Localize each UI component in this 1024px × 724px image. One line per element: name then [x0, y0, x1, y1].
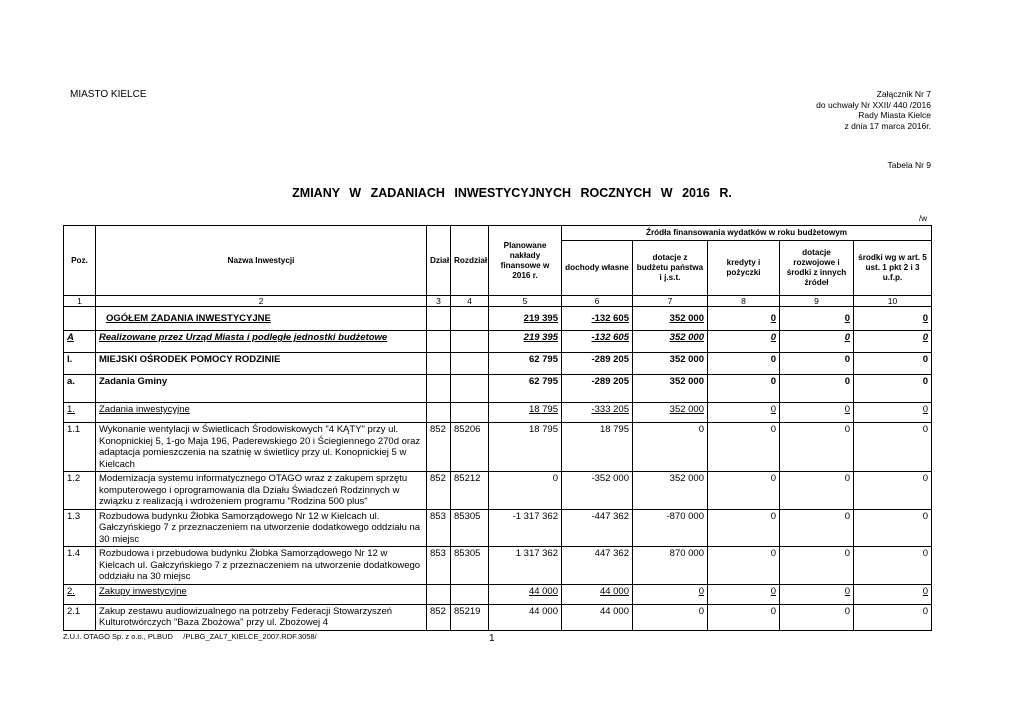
cell-dev: 0 [780, 375, 854, 403]
table-row [64, 547, 932, 585]
cell-planned: 1 317 362 [489, 547, 562, 585]
cell-rozdzial [451, 375, 489, 403]
cell-planned: 18 795 [489, 423, 562, 472]
cell-dev: 0 [780, 509, 854, 547]
table-row [64, 604, 932, 630]
cell-dev: 0 [844, 404, 850, 415]
column-number: 4 [451, 296, 489, 307]
cell-state: 0 [633, 604, 708, 630]
cell-dzial: 853 [427, 509, 451, 547]
cell-dev: 0 [844, 585, 850, 597]
annex-line: do uchwały Nr XXII/ 440 /2016 [816, 99, 931, 110]
cell-art5: 0 [854, 604, 932, 630]
cell-planned: 18 795 [528, 404, 558, 415]
table-number: Tabela Nr 9 [887, 160, 931, 170]
cell-poz: A [67, 332, 74, 343]
cell-name: Rozbudowa i przebudowa budynku Żłobka Samorządowego Nr 12 w Kielcach ul. Gałczyńskiego 7 z przeznaczeniem na utworzenie dodatkowego oddziału na 30 miejsc [96, 547, 427, 585]
cell-planned: 219 395 [523, 313, 558, 324]
cell-name: Zakup zestawu audiowizualnego na potrzeby Federacji Stowarzyszeń Kulturotwórczych "Baza Zbożowa" przy ul. Zbożowej 4 [96, 604, 427, 630]
column-number: 7 [633, 296, 708, 307]
column-number-row [64, 296, 932, 307]
table-row-category [64, 403, 932, 423]
cell-poz [64, 307, 96, 331]
col-header-art5: środki wg w art. 5 ust. 1 pkt 2 i 3 u.f.p. [854, 241, 932, 296]
cell-name: Rozbudowa budynku Żłobka Samorządowego Nr 12 w Kielcach ul. Gałczyńskiego 7 z przeznaczeniem na utworzenie dodatkowego oddziału na 30 miejsc [96, 509, 427, 547]
cell-poz: 1.1 [64, 423, 96, 472]
cell-dev: 0 [780, 547, 854, 585]
column-number: 3 [427, 296, 451, 307]
cell-dev: 0 [844, 313, 850, 324]
footer-source: Z.U.I. OTAGO Sp. z o.o., PLBUD /PLBG_ZAL7_KIELCE_2007.RDF.3058/ [63, 632, 317, 641]
cell-rozdzial [451, 403, 489, 423]
cell-own: -289 205 [562, 353, 633, 375]
cell-own: 44 000 [599, 585, 629, 597]
column-number: 1 [64, 296, 96, 307]
cell-loans: 0 [708, 375, 780, 403]
cell-poz: 1. [67, 404, 75, 415]
col-header-name: Nazwa Inwestycji [96, 226, 427, 296]
cell-rozdzial [451, 584, 489, 604]
cell-planned: 44 000 [528, 585, 558, 597]
table-row-category [64, 584, 932, 604]
cell-own: -352 000 [562, 472, 633, 510]
page-title: ZMIANY W ZADANIACH INWESTYCYJNYCH ROCZNYCH W 2016 R. [292, 186, 732, 200]
city-name: MIASTO KIELCE [70, 89, 147, 100]
cell-rozdzial: 85206 [451, 423, 489, 472]
cell-state: 352 000 [633, 472, 708, 510]
table-row-task-group [64, 375, 932, 403]
cell-planned: 62 795 [489, 353, 562, 375]
cell-name: Zadania inwestycyjne [99, 404, 190, 415]
cell-planned: 44 000 [489, 604, 562, 630]
cell-own: -289 205 [562, 375, 633, 403]
cell-rozdzial [451, 353, 489, 375]
cell-art5: 0 [922, 585, 929, 597]
cell-poz: 1.2 [64, 472, 96, 510]
table-row-total [64, 307, 932, 331]
cell-name: MIEJSKI OŚRODEK POMOCY RODZINIE [96, 353, 427, 375]
col-header-sources: Źródła finansowania wydatków w roku budżetowym [562, 226, 932, 241]
cell-loans: 0 [708, 353, 780, 375]
cell-loans: 0 [708, 509, 780, 547]
cell-name: Zakupy inwestycyjne [99, 585, 187, 597]
cell-state: 0 [698, 585, 704, 597]
cell-art5: 0 [922, 313, 929, 324]
cell-loans: 0 [708, 423, 780, 472]
unit-label: /w [919, 214, 927, 223]
cell-dev: 0 [780, 423, 854, 472]
cell-art5: 0 [854, 353, 932, 375]
cell-own: 44 000 [562, 604, 633, 630]
cell-own: -132 605 [591, 313, 629, 324]
cell-dzial: 852 [427, 472, 451, 510]
cell-own: 18 795 [562, 423, 633, 472]
column-number: 5 [489, 296, 562, 307]
cell-dzial [427, 307, 451, 331]
cell-art5: 0 [854, 547, 932, 585]
col-header-own-income: dochody własne [562, 241, 633, 296]
cell-state: 352 000 [633, 375, 708, 403]
cell-art5: 0 [854, 509, 932, 547]
cell-state: -870 000 [633, 509, 708, 547]
table-row [64, 509, 932, 547]
table-row [64, 423, 932, 472]
cell-state: 352 000 [669, 404, 704, 415]
cell-rozdzial: 85219 [451, 604, 489, 630]
annex-line: Rady Miasta Kielce [858, 110, 931, 120]
cell-own: -132 605 [591, 332, 629, 343]
col-header-poz: Poz. [64, 226, 96, 296]
header-row [64, 226, 932, 241]
cell-state: 0 [633, 423, 708, 472]
cell-poz: I. [64, 353, 96, 375]
cell-dzial: 852 [427, 604, 451, 630]
cell-rozdzial [451, 307, 489, 331]
cell-dzial [427, 353, 451, 375]
cell-state: 352 000 [669, 313, 704, 324]
cell-dzial: 853 [427, 547, 451, 585]
column-number: 2 [96, 296, 427, 307]
cell-poz: 2. [67, 585, 75, 597]
cell-state: 870 000 [633, 547, 708, 585]
cell-loans: 0 [770, 585, 776, 597]
column-number: 10 [854, 296, 932, 307]
cell-art5: 0 [854, 472, 932, 510]
page-number: 1 [489, 633, 495, 644]
investment-table [63, 225, 932, 631]
cell-poz: 2.1 [64, 604, 96, 630]
cell-rozdzial: 85305 [451, 509, 489, 547]
cell-loans: 0 [770, 332, 776, 343]
cell-dzial [427, 584, 451, 604]
col-header-planned: Planowane nakłady finansowe w 2016 r. [489, 226, 562, 296]
cell-planned: 0 [489, 472, 562, 510]
cell-loans: 0 [770, 313, 776, 324]
annex-line: z dnia 17 marca 2016r. [844, 120, 931, 131]
cell-art5: 0 [854, 423, 932, 472]
cell-loans: 0 [708, 547, 780, 585]
cell-name: Zadania Gminy [96, 375, 427, 403]
cell-dev: 0 [780, 472, 854, 510]
table-row-section [64, 331, 932, 353]
cell-own: 447 362 [562, 547, 633, 585]
cell-planned: 62 795 [489, 375, 562, 403]
cell-own: -447 362 [562, 509, 633, 547]
cell-name: Modernizacja systemu informatycznego OTAGO wraz z zakupem sprzętu komputerowego i oprogramowania dla Działu Świadczeń Rodzinnych w związku z realizacją i wdrożeniem programu "Rodzina 500 plus" [96, 472, 427, 510]
cell-dev: 0 [844, 332, 850, 343]
table-row [64, 472, 932, 510]
cell-loans: 0 [708, 604, 780, 630]
cell-dzial [427, 403, 451, 423]
annex-reference [816, 89, 931, 131]
col-header-dev-funds: dotacje rozwojowe i środki z innych źródeł [780, 241, 854, 296]
cell-dzial: 852 [427, 423, 451, 472]
cell-poz: 1.4 [64, 547, 96, 585]
cell-dzial [427, 331, 451, 353]
col-header-loans: kredyty i pożyczki [708, 241, 780, 296]
col-header-state-subsidy: dotacje z budżetu państwa i j.s.t. [633, 241, 708, 296]
cell-poz: 1.3 [64, 509, 96, 547]
cell-dzial [427, 375, 451, 403]
cell-art5: 0 [922, 332, 929, 343]
cell-planned: -1 317 362 [489, 509, 562, 547]
cell-planned: 219 395 [523, 332, 558, 343]
cell-name: OGÓŁEM ZADANIA INWESTYCYJNE [106, 313, 271, 324]
col-header-dzial: Dział [427, 226, 451, 296]
cell-loans: 0 [770, 404, 776, 415]
cell-state: 352 000 [669, 332, 704, 343]
column-number: 6 [562, 296, 633, 307]
cell-own: -333 205 [591, 404, 629, 415]
column-number: 9 [780, 296, 854, 307]
cell-dev: 0 [780, 353, 854, 375]
cell-poz: a. [64, 375, 96, 403]
cell-art5: 0 [922, 404, 929, 415]
col-header-rozdzial: Rozdział [451, 226, 489, 296]
table-row-unit [64, 353, 932, 375]
cell-rozdzial: 85305 [451, 547, 489, 585]
cell-rozdzial: 85212 [451, 472, 489, 510]
cell-name: Wykonanie wentylacji w Świetlicach Środowiskowych "4 KĄTY" przy ul. Konopnickiej 5, 1-go Maja 196, Paderewskiego 20 i Ściegiennego 270d oraz adaptacja pomieszczenia na szatnię w świetlicy przy ul. Konopnickiej 5 w Kielcach [96, 423, 427, 472]
cell-art5: 0 [854, 375, 932, 403]
cell-dev: 0 [780, 604, 854, 630]
annex-line: Załącznik Nr 7 [876, 89, 931, 99]
column-number: 8 [708, 296, 780, 307]
cell-name: Realizowane przez Urząd Miasta i podległe jednostki budżetowe [99, 332, 388, 343]
cell-state: 352 000 [633, 353, 708, 375]
cell-rozdzial [451, 331, 489, 353]
cell-loans: 0 [708, 472, 780, 510]
